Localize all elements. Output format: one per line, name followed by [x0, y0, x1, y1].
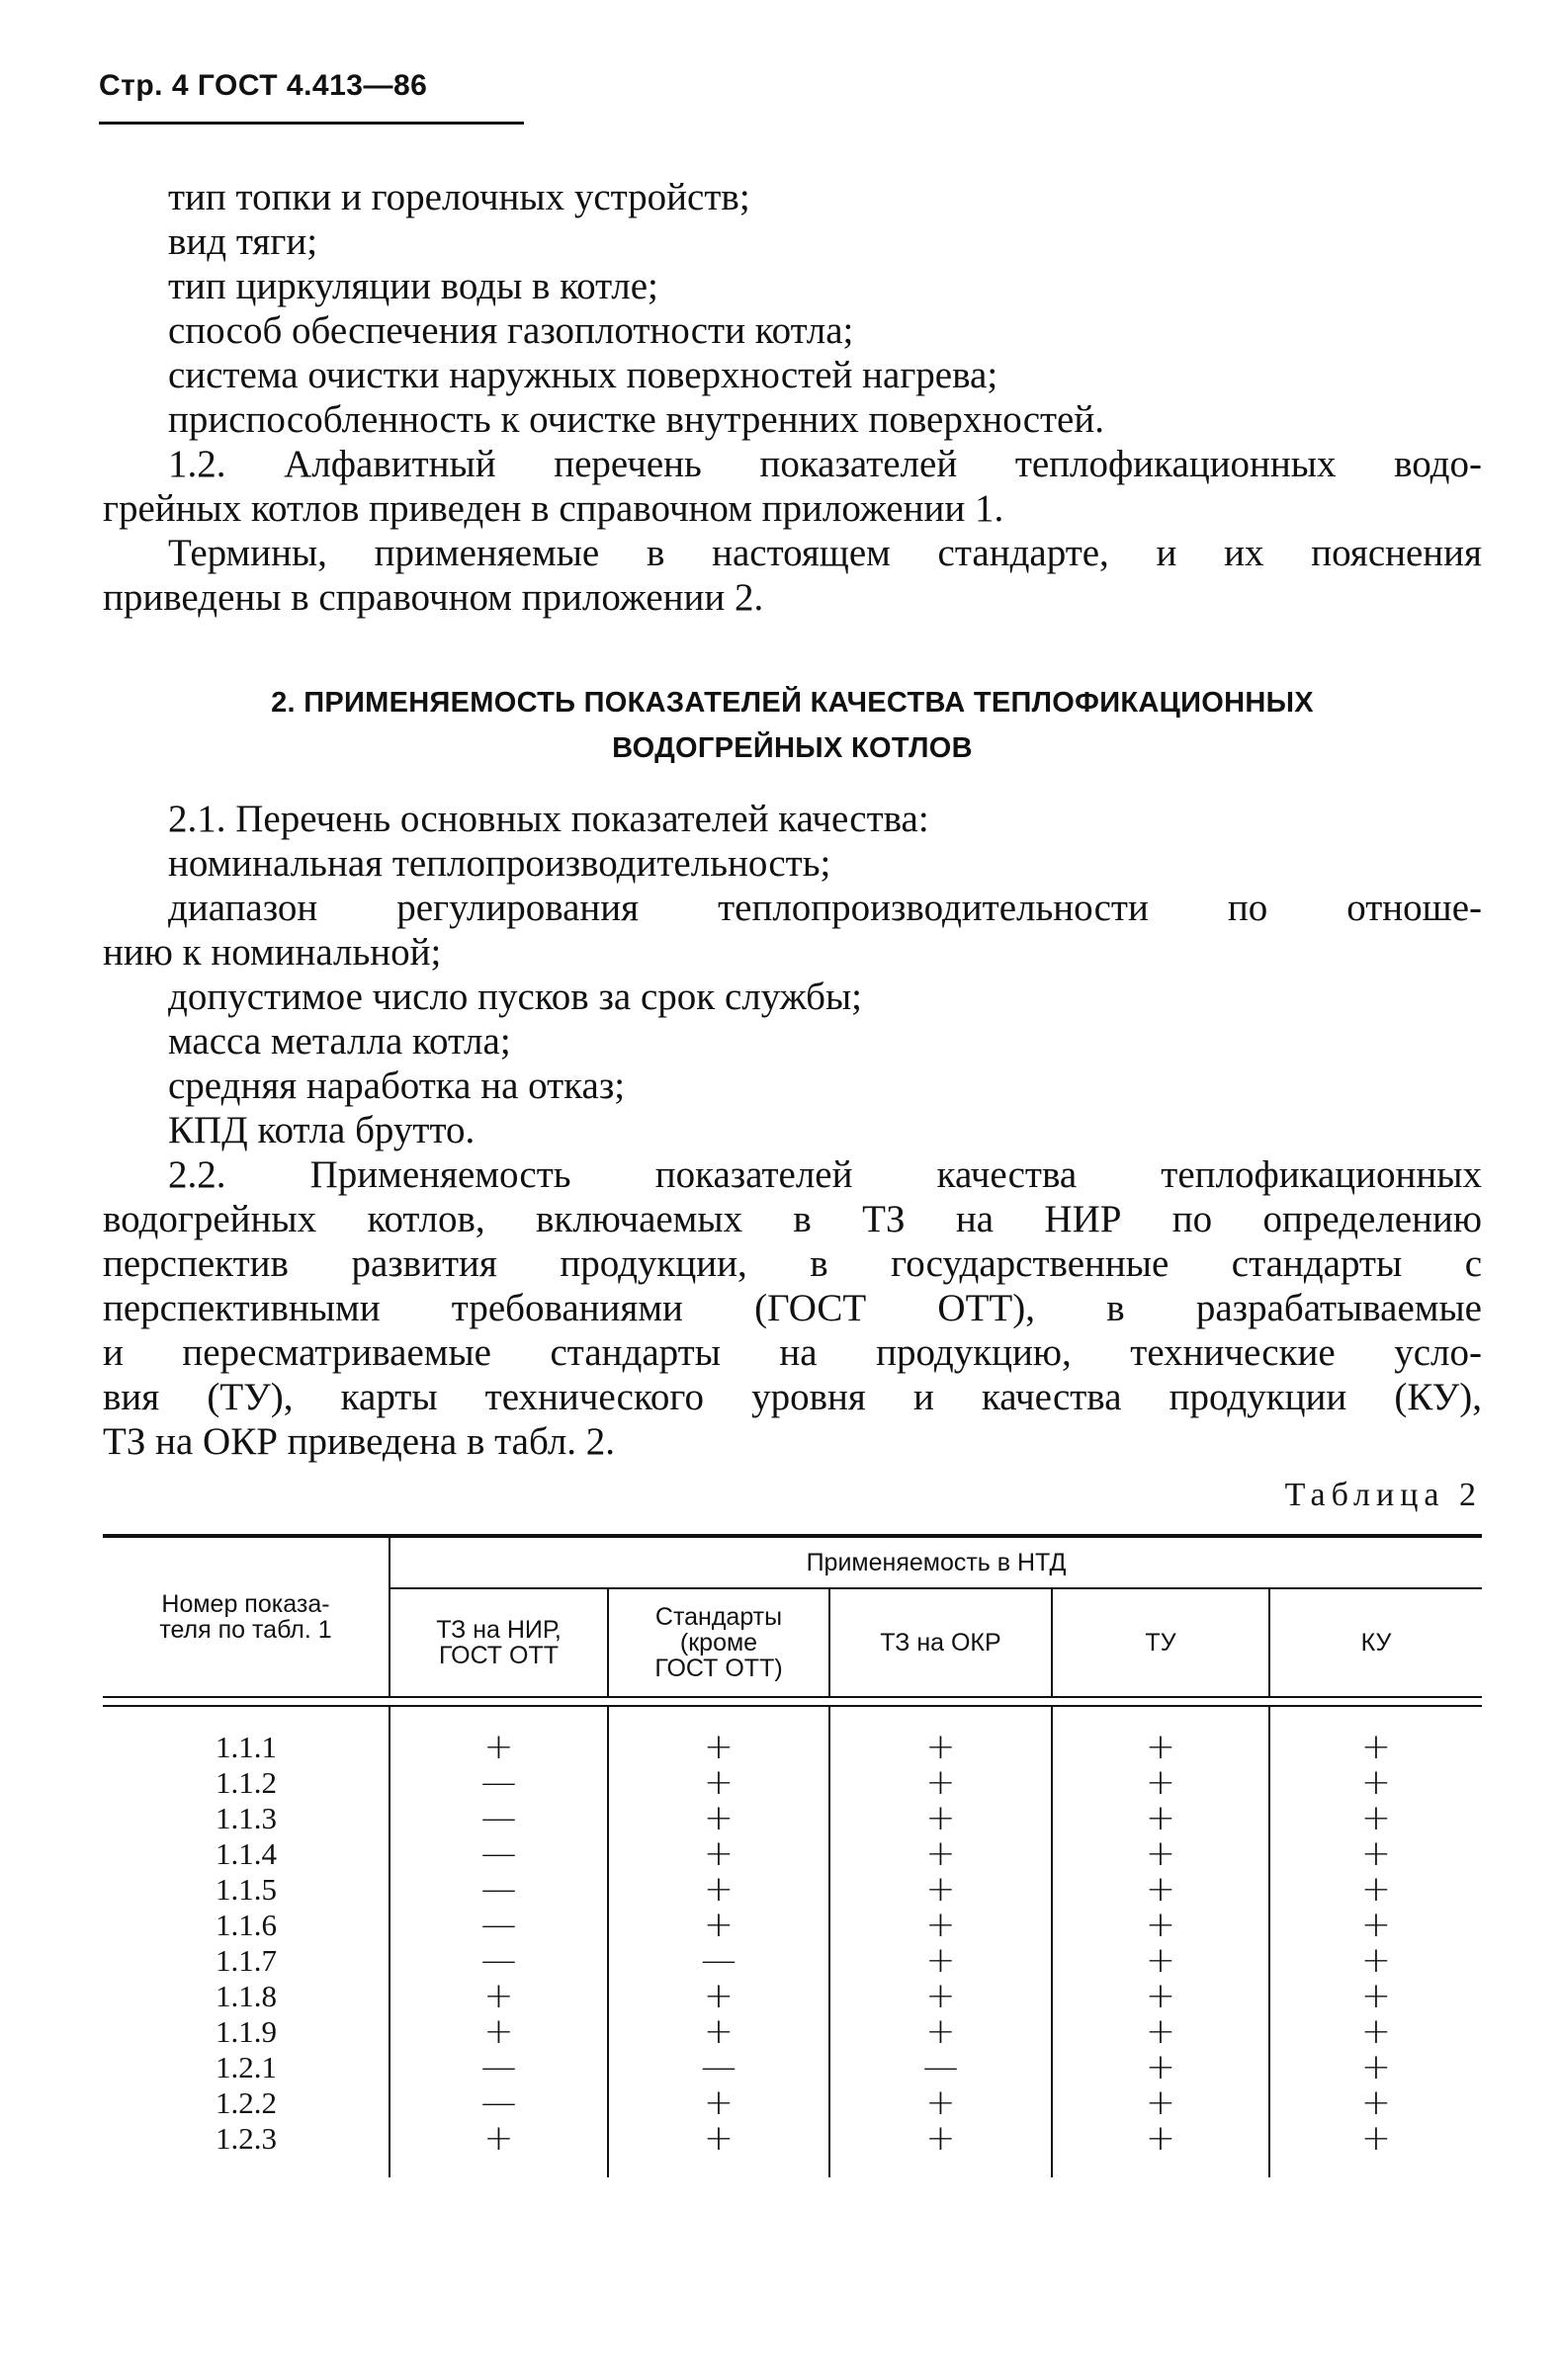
row-number: 1.1.3 [216, 1801, 277, 1835]
row-number: 1.1.4 [216, 1836, 277, 1871]
value-column [390, 1727, 607, 2159]
col-header: ТЗ на ОКР [880, 1629, 1001, 1657]
page-header: Стр. 4 ГОСТ 4.413—86 [99, 69, 428, 102]
cell-value: — [480, 1940, 517, 1981]
cell-value: + [1145, 1940, 1176, 1981]
cell-value: — [480, 1905, 517, 1945]
row-number: 1.1.9 [216, 2014, 277, 2049]
cell-value: + [703, 1762, 735, 1803]
cell-value: + [1360, 2082, 1392, 2123]
para-2-2-line: водогрейных котлов, включаемых в ТЗ на НИР по определению [103, 1198, 1482, 1240]
row-header: Номер показа- теля по табл. 1 [159, 1590, 332, 1644]
cell-value: + [1145, 1976, 1176, 2016]
list-line: диапазон регулирования теплопроизводительности по отноше- [168, 887, 1482, 929]
cell-value: — [701, 2047, 736, 2087]
cell-value: — [922, 2047, 959, 2087]
col-header: Стандарты (кроме ГОСТ ОТТ) [654, 1603, 783, 1682]
cell-value: + [1360, 1905, 1392, 1945]
row-number: 1.2.3 [216, 2121, 277, 2156]
intro-line: приспособленность к очистке внутренних поверхностей. [168, 398, 1104, 441]
cell-value: + [1145, 1762, 1176, 1803]
cell-value: + [483, 2011, 514, 2052]
row-number: 1.1.5 [216, 1872, 277, 1907]
cell-value: + [1360, 1833, 1392, 1874]
cell-value: + [1360, 2047, 1392, 2087]
cell-value: + [703, 1905, 735, 1945]
cell-value: + [925, 1940, 956, 1981]
cell-value: + [925, 1727, 956, 1767]
table-header-rule [103, 1696, 1482, 1698]
cell-value: + [1360, 2118, 1392, 2159]
cell-value: + [1145, 2011, 1176, 2052]
row-number: 1.1.1 [216, 1730, 277, 1764]
cell-value: + [1145, 1833, 1176, 1874]
col-header: ТУ [1145, 1629, 1176, 1657]
cell-value: + [925, 1798, 956, 1838]
list-line: номинальная теплопроизводительность; [168, 842, 831, 885]
value-column [1053, 1727, 1268, 2159]
cell-value: + [1145, 2082, 1176, 2123]
cell-value: + [1360, 1798, 1392, 1838]
intro-line: способ обеспечения газоплотности котла; [168, 309, 854, 352]
cell-value: + [1145, 1727, 1176, 1767]
row-number: 1.1.8 [216, 1979, 277, 2013]
cell-value: + [925, 2082, 956, 2123]
table-header-rule-double [103, 1705, 1482, 1707]
para-2-2-line: ТЗ на ОКР приведена в табл. 2. [103, 1420, 616, 1463]
cell-value: + [703, 1869, 735, 1910]
cell-value: + [703, 2082, 735, 2123]
cell-value: + [1145, 1798, 1176, 1838]
col-header: ТЗ на НИР, ГОСТ ОТТ [436, 1616, 562, 1669]
list-line: КПД котла брутто. [168, 1109, 476, 1151]
cell-value: — [480, 1798, 517, 1838]
cell-value: + [703, 1727, 735, 1767]
intro-line: система очистки наружных поверхностей нагрева; [168, 354, 998, 396]
cell-value: + [703, 2118, 735, 2159]
group-header: Применяемость в НТД [806, 1549, 1067, 1576]
para-2-2-line: перспективными требованиями (ГОСТ ОТТ), в разрабатываемые [103, 1287, 1482, 1329]
terms-line: приведены в справочном приложении 2. [103, 576, 764, 619]
intro-block [103, 175, 1482, 620]
cell-value: + [703, 1976, 735, 2016]
row-number: 1.1.6 [216, 1908, 277, 1942]
cell-value: + [703, 2011, 735, 2052]
list-line: средняя наработка на отказ; [168, 1064, 626, 1107]
col-header: КУ [1360, 1629, 1392, 1657]
cell-value: — [480, 1869, 517, 1910]
para-1-2-line: 1.2. Алфавитный перечень показателей теплофикационных водо- [168, 443, 1482, 485]
row-number: 1.1.7 [216, 1943, 277, 1978]
row-number: 1.1.2 [216, 1765, 277, 1800]
cell-value: — [480, 1762, 517, 1803]
table-caption: Таблица 2 [1284, 1477, 1482, 1513]
cell-value: + [1360, 1940, 1392, 1981]
cell-value: + [925, 1762, 956, 1803]
cell-value: + [1145, 1905, 1176, 1945]
value-column [1270, 1727, 1482, 2159]
cell-value: + [1360, 1727, 1392, 1767]
list-line: масса металла котла; [168, 1020, 511, 1062]
para-2-1-lead: 2.1. Перечень основных показателей качества: [168, 798, 929, 840]
cell-value: — [480, 2047, 517, 2087]
cell-value: + [1145, 2118, 1176, 2159]
section-heading-line: ВОДОГРЕЙНЫХ КОТЛОВ [612, 732, 973, 764]
para-2-2-line: перспектив развития продукции, в государственные стандарты с [103, 1242, 1482, 1285]
section-2-body [103, 797, 1482, 1464]
intro-line: тип топки и горелочных устройств; [168, 176, 750, 218]
para-1-2-line: грейных котлов приведен в справочном приложении 1. [103, 487, 1004, 530]
cell-value: + [925, 1905, 956, 1945]
cell-value: — [480, 2082, 517, 2123]
para-2-2-line: 2.2. Применяемость показателей качества теплофикационных [168, 1153, 1482, 1196]
cell-value: — [701, 1940, 736, 1981]
cell-value: + [925, 1869, 956, 1910]
section-heading [103, 680, 1482, 771]
cell-value: + [483, 1976, 514, 2016]
cell-value: + [925, 1976, 956, 2016]
cell-value: + [1360, 2011, 1392, 2052]
cell-value: + [1145, 1869, 1176, 1910]
cell-value: + [1360, 1976, 1392, 2016]
cell-value: + [1145, 2047, 1176, 2087]
cell-value: + [925, 1833, 956, 1874]
cell-value: + [1360, 1869, 1392, 1910]
row-number-column [103, 1730, 390, 2157]
intro-line: вид тяги; [168, 220, 318, 263]
cell-value: + [703, 1833, 735, 1874]
value-column [830, 1727, 1051, 2159]
cell-value: + [483, 2118, 514, 2159]
list-line: нию к номинальной; [103, 931, 442, 974]
value-column [609, 1727, 828, 2159]
cell-value: + [925, 2011, 956, 2052]
section-heading-line: 2. ПРИМЕНЯЕМОСТЬ ПОКАЗАТЕЛЕЙ КАЧЕСТВА ТЕПЛОФИКАЦИОННЫХ [271, 687, 1314, 719]
intro-line: тип циркуляции воды в котле; [168, 265, 658, 307]
row-number: 1.2.2 [216, 2085, 277, 2120]
cell-value: + [925, 2118, 956, 2159]
terms-line: Термины, применяемые в настоящем стандарте, и их пояснения [168, 532, 1482, 574]
para-2-2-line: вия (ТУ), карты технического уровня и качества продукции (КУ), [103, 1376, 1482, 1418]
header-rule [99, 122, 524, 125]
cell-value: + [1360, 1762, 1392, 1803]
para-2-2-line: и пересматриваемые стандарты на продукцию, технические усло- [103, 1331, 1482, 1374]
cell-value: + [483, 1727, 514, 1767]
cell-value: — [480, 1833, 517, 1874]
list-line: допустимое число пусков за срок службы; [168, 976, 863, 1018]
row-number: 1.2.1 [216, 2050, 277, 2084]
cell-value: + [703, 1798, 735, 1838]
